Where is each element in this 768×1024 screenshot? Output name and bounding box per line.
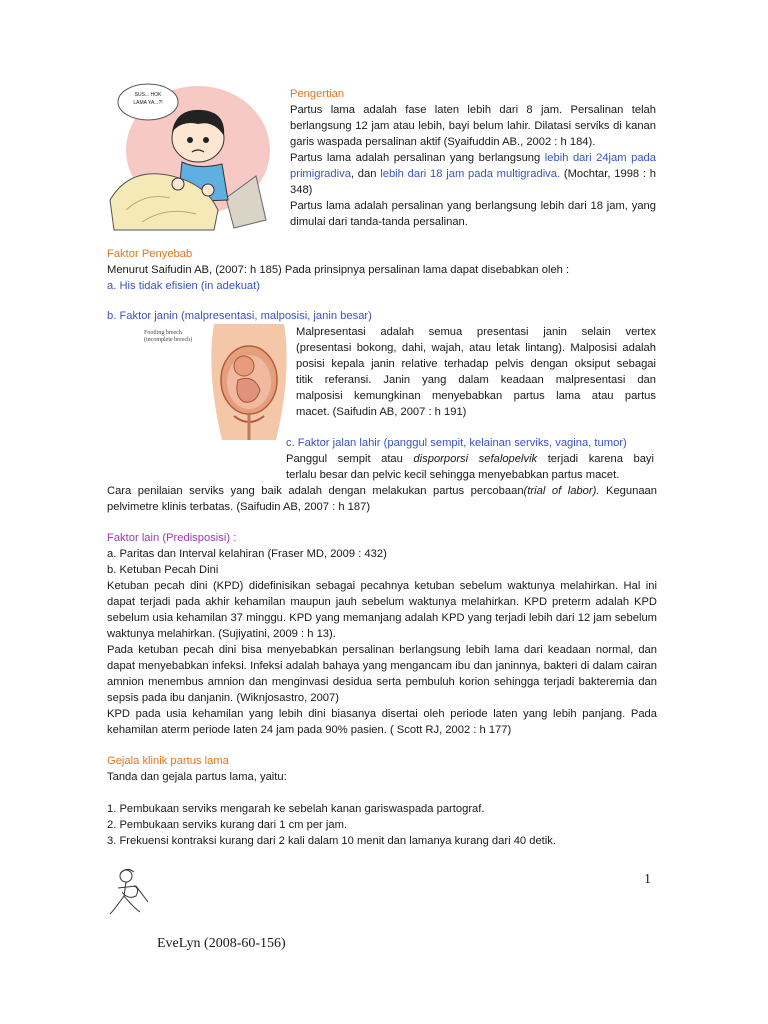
pengertian-paragraph-1: Partus lama adalah fase laten lebih dari 8 jam. Persalinan telah berlangsung 12 jam atau lebih, bayi belum lahir. Dilatasi serviks di kanan garis waspada persalinan aktif (Syaifuddin AB., 2002 : h 184). <box>290 104 656 148</box>
faktor-b-text-line: posisi kepala janin relative terhadap pelvis dengan oksiput sebagai <box>296 358 656 370</box>
fetus-figure <box>108 324 294 440</box>
faktor-b-text-line: (presentasi bokong, dahi, wajah, atau letak lintang). Malposisi adalah <box>296 342 656 354</box>
gejala-item: 3. Frekuensi kontraksi kurang dari 2 kali dalam 10 menit dan lamanya kurang dari 40 detik. <box>107 835 556 847</box>
kpd-paragraph-2: Pada ketuban pecah dini bisa menyebabkan persalinan berlangsung lebih lama dari keadaan normal, dan dapat menyebabkan infeksi. Infeksi adalah bahaya yang mengancam ibu dan janinnya, bakteri di dalam cairan amnion menembus amnion dan menginvasi desidua serta pembuluh korion sehingga terjadi bakteremia dan sepsis pada ibu danjanin. (Wiknjosastro, 2007) <box>107 644 657 704</box>
faktor-c-term: disporporsi sefalopelvik <box>413 453 538 465</box>
doodle-figure-icon <box>106 866 156 916</box>
gejala-intro: Tanda dan gejala partus lama, yaitu: <box>107 771 287 783</box>
comic-illustration <box>106 80 274 232</box>
figure-caption: (incomplete breech) <box>144 337 193 343</box>
pengertian-p2-citation: (Mochtar, 1998 : h 348) <box>290 168 656 196</box>
section-heading-faktor-penyebab: Faktor Penyebab <box>107 248 193 260</box>
highlight-multigradiva: lebih dari 18 jam pada multigradiva. <box>380 168 561 180</box>
faktor-c-line-3 <box>107 483 657 499</box>
pengertian-p2-text: , dan <box>350 168 381 180</box>
faktor-item-a: a. His tidak efisien (in adekuat) <box>107 280 260 292</box>
faktor-item-c: c. Faktor jalan lahir (panggul sempit, kelainan serviks, vagina, tumor) <box>286 437 627 449</box>
breech-fetus-illustration <box>204 324 294 440</box>
faktor-c-line-4: pelvimetre klinis terbatas. (Saifudin AB, 2007 : h 187) <box>107 501 371 513</box>
kpd-paragraph-3: KPD pada usia kehamilan yang lebih dini biasanya disertai oleh periode laten yang lebih panjang. Pada kehamilan aterm periode laten 24 jam pada 90% pasien. ( Scott RJ, 2002 : h 177) <box>107 708 657 736</box>
faktor-c-text: Panggul sempit atau <box>286 453 414 465</box>
faktor-c-text: Kegunaan <box>599 485 657 497</box>
faktor-b-text-line: titik referansi. Janin yang dalam keadaan malpresentasi dan <box>296 374 656 386</box>
highlight-primigradiva: lebih dari 24jam pada primigradiva <box>290 152 656 180</box>
faktor-c-line-2: terlalu besar dan pelvic kecil sehingga menyebabkan partus macet. <box>286 469 620 481</box>
faktor-penyebab-intro: Menurut Saifudin AB, (2007: h 185) Pada prinsipnya persalinan lama dapat disebabkan oleh : <box>107 264 570 276</box>
gejala-item: 2. Pembukaan serviks kurang dari 1 cm per jam. <box>107 819 348 831</box>
author-footer: EveLyn (2008-60-156) <box>157 936 286 951</box>
kpd-paragraph-1: Ketuban pecah dini (KPD) didefinisikan sebagai pecahnya ketuban sebelum waktunya melahirkan. Hal ini dapat terjadi pada akhir kehamilan maupun jauh sebelum waktunya melahirkan. KPD preterm adalah KPD sebelum usia kehamilan 37 minggu. KPD yang memanjang adalah KPD yang terjadi lebih dari 12 jam sebelum waktunya melahirkan. (Sujiyatini, 2009 : h 13). <box>107 580 657 640</box>
svg-text:LAMA YA...?!: LAMA YA...?! <box>133 100 163 106</box>
faktor-item-b: b. Faktor janin (malpresentasi, malposisi, janin besar) <box>107 310 372 322</box>
worried-woman-illustration <box>106 80 274 232</box>
footer-sketch-icon <box>106 866 156 916</box>
faktor-c-line-1 <box>286 451 654 467</box>
pengertian-p2-text: Partus lama adalah persalinan yang berlangsung <box>290 152 545 164</box>
faktor-lain-item-b: b. Ketuban Pecah Dini <box>107 564 219 576</box>
section-heading-gejala: Gejala klinik partus lama <box>107 755 229 767</box>
page-number: 1 <box>644 872 651 887</box>
faktor-c-term: (trial of labor). <box>523 485 600 497</box>
section-heading-pengertian: Pengertian <box>290 88 345 100</box>
gejala-item: 1. Pembukaan serviks mengarah ke sebelah kanan gariswaspada partograf. <box>107 803 485 815</box>
pengertian-paragraph-3: Partus lama adalah persalinan yang berlangsung lebih dari 18 jam, yang dimulai dari tanda-tanda persalinan. <box>290 200 656 228</box>
section-heading-faktor-lain: Faktor lain (Predisposisi) : <box>107 532 237 544</box>
faktor-b-text-line: macet. (Saifudin AB, 2007 : h 191) <box>296 406 467 418</box>
faktor-b-text-line: Malpresentasi adalah semua presentasi janin selain vertex <box>296 326 656 338</box>
faktor-b-text-line: malposisi kemungkinan menyebabkan partus lama atau partus <box>296 390 656 402</box>
faktor-lain-item-a: a. Paritas dan Interval kelahiran (Fraser MD, 2009 : 432) <box>107 548 387 560</box>
figure-caption: Footling breech <box>144 330 182 336</box>
pengertian-paragraph-2 <box>290 150 656 198</box>
faktor-c-text: terjadi karena bayi <box>537 453 654 465</box>
faktor-c-text: Cara penilaian serviks yang baik adalah dengan melakukan partus percobaan <box>107 485 524 497</box>
speech-bubble-text: SUS... HOK <box>134 92 162 98</box>
